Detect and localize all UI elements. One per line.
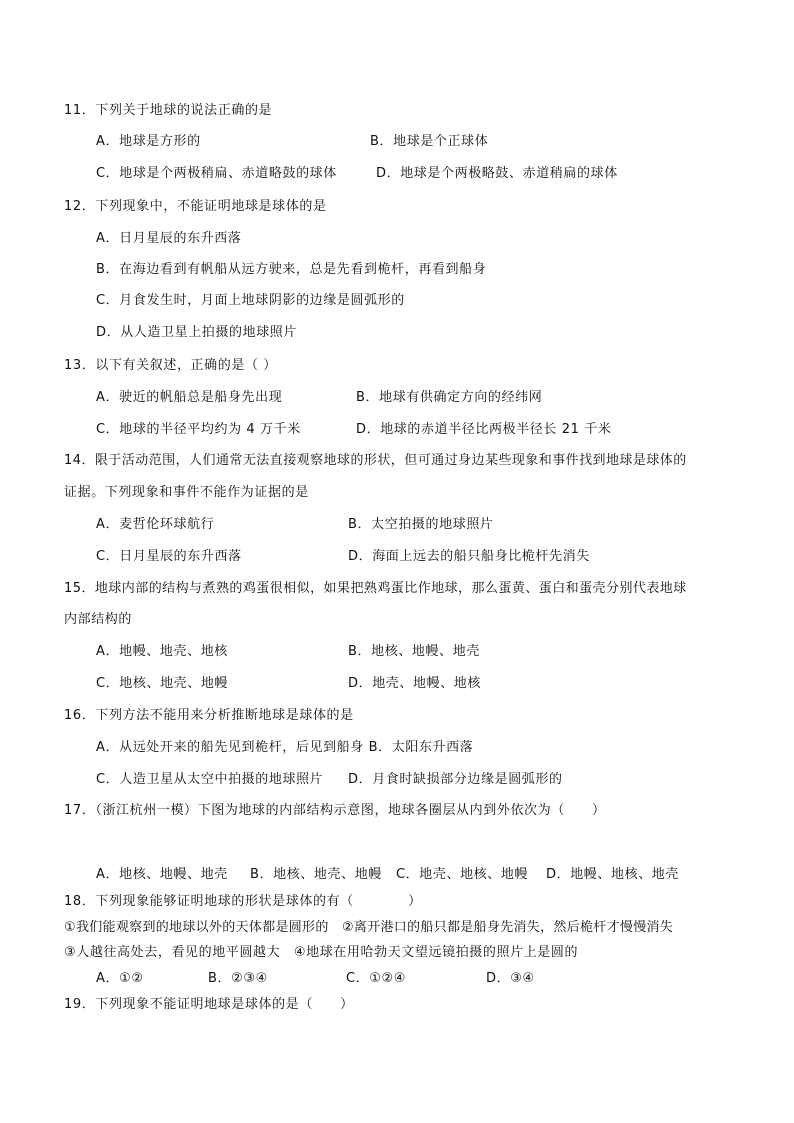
q16-stem: 16．下列方法不能用来分析推断地球是球体的是 <box>64 708 354 723</box>
q18-option-d: D．③④ <box>486 971 535 986</box>
q13-option-b: B．地球有供确定方向的经纬网 <box>356 390 543 405</box>
q18-option-a: A．①② <box>96 971 144 986</box>
q13-option-c: C．地球的半径平均约为 4 万千米 <box>96 422 301 437</box>
q18-statement-line2: ③人越往高处去，看见的地平圆越大 ④地球在用哈勃天文望远镜拍摄的照片上是圆的 <box>64 945 579 960</box>
q13-stem: 13．以下有关叙述，正确的是（ ） <box>64 358 277 373</box>
q11-stem: 11．下列关于地球的说法正确的是 <box>64 103 273 118</box>
q17-option-d: D．地幔、地核、地壳 <box>546 867 680 882</box>
q12-stem: 12．下列现象中，不能证明地球是球体的是 <box>64 199 327 214</box>
q14-option-b: B．太空拍摄的地球照片 <box>348 517 494 532</box>
q11-option-c: C．地球是个两极稍扁、赤道略鼓的球体 <box>96 166 337 181</box>
q14-stem-line1: 14．限于活动范围，人们通常无法直接观察地球的形状，但可通过身边某些现象和事件找到地球是球体的 <box>64 453 687 468</box>
q13-option-d: D．地球的赤道半径比两极半径长 21 千米 <box>356 422 612 437</box>
q17-stem: 17．（浙江杭州一模）下图为地球的内部结构示意图，地球各圈层从内到外依次为（ ） <box>64 803 606 818</box>
q18-option-c: C．①②④ <box>346 971 407 986</box>
q11-option-a: A．地球是方形的 <box>96 134 201 149</box>
q14-option-c: C．日月星辰的东升西落 <box>96 549 242 564</box>
q17-option-b: B．地核、地壳、地幔 <box>250 867 382 882</box>
q12-option-c: C．月食发生时，月面上地球阴影的边缘是圆弧形的 <box>96 293 405 308</box>
q18-stem: 18．下列现象能够证明地球的形状是球体的有（ ） <box>64 894 422 909</box>
q19-stem: 19．下列现象不能证明地球是球体的是（ ） <box>64 997 354 1012</box>
q16-option-c: C．人造卫星从太空中拍摄的地球照片 <box>96 772 324 787</box>
q11-option-b: B．地球是个正球体 <box>370 134 489 149</box>
q16-option-a-b: A．从远处开来的船先见到桅杆，后见到船身 B．太阳东升西落 <box>96 740 474 755</box>
q12-option-a: A．日月星辰的东升西落 <box>96 231 242 246</box>
q17-option-a: A．地核、地幔、地壳 <box>96 867 228 882</box>
q14-option-d: D．海面上远去的船只船身比桅杆先消失 <box>348 549 590 564</box>
q15-stem-line1: 15．地球内部的结构与煮熟的鸡蛋很相似，如果把熟鸡蛋比作地球，那么蛋黄、蛋白和蛋壳分别代表地球 <box>64 581 687 596</box>
q15-option-b: B．地核、地幔、地壳 <box>348 644 480 659</box>
q15-stem-line2: 内部结构的 <box>64 612 133 627</box>
q14-stem-line2: 证据。下列现象和事件不能作为证据的是 <box>64 485 309 500</box>
q15-option-c: C．地核、地壳、地幔 <box>96 676 229 691</box>
q16-option-d: D．月食时缺损部分边缘是圆弧形的 <box>348 772 563 787</box>
q12-option-d: D．从人造卫星上拍摄的地球照片 <box>96 325 298 340</box>
q14-option-a: A．麦哲伦环球航行 <box>96 517 215 532</box>
q17-option-c: C．地壳、地核、地幔 <box>396 867 529 882</box>
q15-option-d: D．地壳、地幔、地核 <box>348 676 482 691</box>
q11-option-d: D．地球是个两极略鼓、赤道稍扁的球体 <box>376 166 618 181</box>
q13-option-a: A．驶近的帆船总是船身先出现 <box>96 390 283 405</box>
q18-option-b: B．②③④ <box>208 971 268 986</box>
q15-option-a: A．地幔、地壳、地核 <box>96 644 228 659</box>
q18-statement-line1: ①我们能观察到的地球以外的天体都是圆形的 ②离开港口的船只都是船身先消失，然后桅杆才慢慢消失 <box>64 920 674 935</box>
q12-option-b: B．在海边看到有帆船从远方驶来，总是先看到桅杆，再看到船身 <box>96 262 487 277</box>
